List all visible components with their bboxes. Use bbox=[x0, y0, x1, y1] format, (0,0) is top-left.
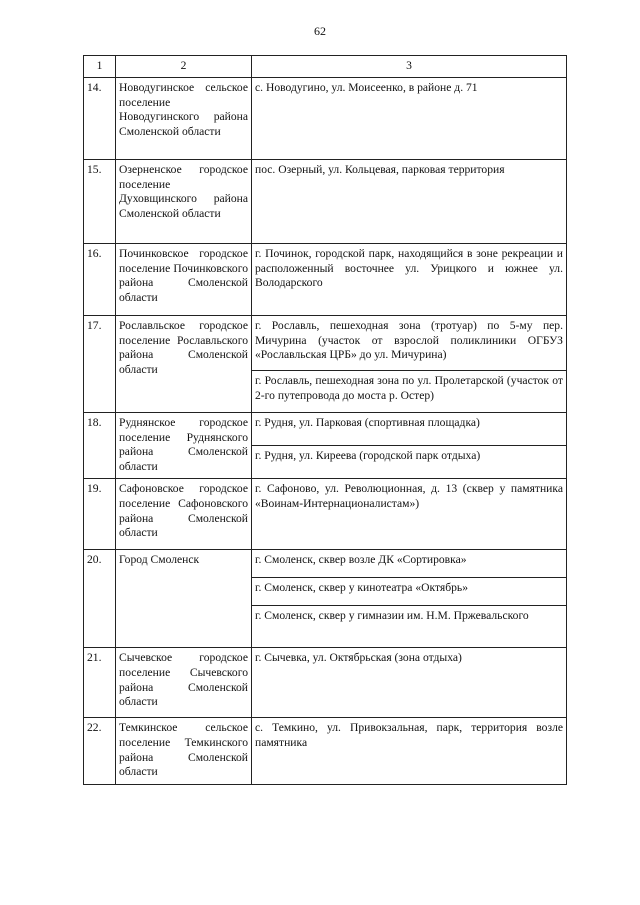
location-cell: г. Рославль, пешеходная зона (тротуар) по 5-му пер. Мичурина (участок от взрослой поликлиники ОГБУЗ «Рославльская ЦРБ» до ул. Мичурина) bbox=[252, 316, 567, 371]
location-cell: г. Рославль, пешеходная зона по ул. Пролетарской (участок от 2-го путепровода до моста р. Остер) bbox=[252, 371, 567, 413]
row-number: 21. bbox=[84, 648, 116, 718]
location-cell: с. Новодугино, ул. Моисеенко, в районе д. 71 bbox=[252, 78, 567, 160]
table-row bbox=[84, 316, 567, 371]
location-cell: г. Смоленск, сквер у кинотеатра «Октябрь» bbox=[252, 578, 567, 606]
settlement-name: Починковское городское поселение Починковского района Смоленской области bbox=[116, 244, 252, 316]
row-number: 22. bbox=[84, 718, 116, 784]
location-cell: г. Рудня, ул. Киреева (городской парк отдыха) bbox=[252, 446, 567, 479]
settlement-name: Рославльское городское поселение Рославльского района Смоленской области bbox=[116, 316, 252, 413]
table-row bbox=[84, 479, 567, 550]
settlement-name: Новодугинское сельское поселение Новодугинского района Смоленской области bbox=[116, 78, 252, 160]
row-number: 18. bbox=[84, 413, 116, 479]
row-number: 14. bbox=[84, 78, 116, 160]
location-cell: г. Смоленск, сквер у гимназии им. Н.М. Пржевальского bbox=[252, 606, 567, 648]
header-col-1: 1 bbox=[84, 56, 116, 78]
row-number: 17. bbox=[84, 316, 116, 413]
location-cell: г. Смоленск, сквер возле ДК «Сортировка» bbox=[252, 550, 567, 578]
row-number: 19. bbox=[84, 479, 116, 550]
page-number: 62 bbox=[314, 24, 326, 38]
location-cell: г. Сычевка, ул. Октябрьская (зона отдыха) bbox=[252, 648, 567, 718]
settlement-name: Город Смоленск bbox=[116, 550, 252, 648]
location-cell: г. Рудня, ул. Парковая (спортивная площадка) bbox=[252, 413, 567, 446]
table-row bbox=[84, 648, 567, 718]
table-row bbox=[84, 78, 567, 160]
settlement-name: Темкинское сельское поселение Темкинского района Смоленской области bbox=[116, 718, 252, 784]
settlement-name: Руднянское городское поселение Руднянского района Смоленской области bbox=[116, 413, 252, 479]
settlements-table bbox=[83, 55, 567, 785]
location-cell: г. Починок, городской парк, находящийся в зоне рекреации и расположенный восточнее ул. Урицкого и южнее ул. Володарского bbox=[252, 244, 567, 316]
settlement-name: Сычевское городское поселение Сычевского района Смоленской области bbox=[116, 648, 252, 718]
row-number: 15. bbox=[84, 160, 116, 244]
table-header-row bbox=[84, 56, 567, 78]
header-col-3: 3 bbox=[252, 56, 567, 78]
table-row bbox=[84, 413, 567, 446]
row-number: 16. bbox=[84, 244, 116, 316]
table-row bbox=[84, 244, 567, 316]
location-cell: с. Темкино, ул. Привокзальная, парк, территория возле памятника bbox=[252, 718, 567, 784]
settlement-name: Сафоновское городское поселение Сафоновского района Смоленской области bbox=[116, 479, 252, 550]
location-cell: пос. Озерный, ул. Кольцевая, парковая территория bbox=[252, 160, 567, 244]
table-row bbox=[84, 550, 567, 578]
table-row bbox=[84, 160, 567, 244]
location-cell: г. Сафоново, ул. Революционная, д. 13 (сквер у памятника «Воинам-Интернационалистам») bbox=[252, 479, 567, 550]
row-number: 20. bbox=[84, 550, 116, 648]
settlement-name: Озерненское городское поселение Духовщинского района Смоленской области bbox=[116, 160, 252, 244]
table-row bbox=[84, 718, 567, 784]
header-col-2: 2 bbox=[116, 56, 252, 78]
